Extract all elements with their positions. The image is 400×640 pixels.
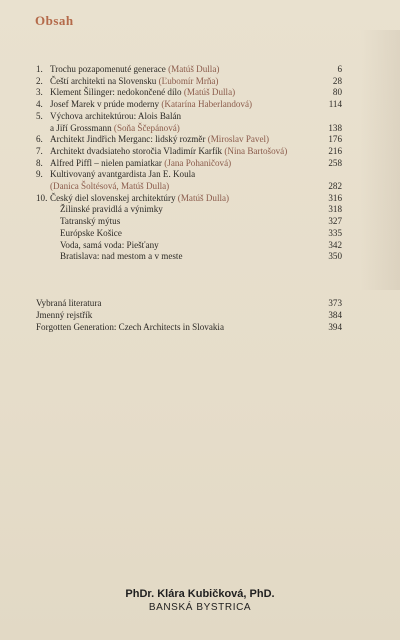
toc-entry[interactable]: [36, 123, 342, 135]
entry-title-text: Výchova architektúrou: Alois Balán: [50, 110, 182, 121]
entry-title: [50, 87, 312, 99]
back-matter-list: [36, 298, 342, 334]
entry-page: 216: [328, 145, 342, 156]
backmatter-entry[interactable]: [36, 310, 342, 322]
entry-author: (Ľubomír Mrňa): [158, 75, 219, 86]
entry-title-text: Alfred Piffl – nielen pamiatkar: [50, 157, 162, 168]
entry-page: 138: [328, 122, 342, 133]
backmatter-title: Vybraná literatura: [36, 298, 102, 308]
stamp-city: BANSKÁ BYSTRICA: [148, 602, 252, 613]
entry-title: [50, 111, 312, 123]
entry-page: 258: [328, 157, 342, 168]
backmatter-entry[interactable]: [36, 322, 342, 334]
toc-entry[interactable]: [36, 146, 342, 158]
subentry-page: 327: [328, 216, 342, 227]
toc-entry[interactable]: [36, 158, 342, 170]
entry-author: (Matúš Dulla): [177, 192, 230, 203]
toc-entry[interactable]: [36, 169, 342, 181]
toc-entry[interactable]: [36, 99, 342, 111]
backmatter-entry[interactable]: [36, 298, 342, 310]
subentry-title: Bratislava: nad mestom a v meste: [60, 251, 183, 262]
entry-page: 316: [328, 192, 342, 203]
entry-title-text: Český diel slovenskej architektúry: [50, 192, 176, 203]
entry-title-text: Trochu pozapomenuté generace: [50, 64, 166, 74]
entry-page: 176: [328, 134, 342, 145]
entry-number: 8.: [36, 157, 43, 168]
entry-title: [50, 181, 312, 193]
toc-entry[interactable]: [36, 64, 342, 76]
entry-author: (Danica Šoltésová, Matúš Dulla): [50, 181, 170, 192]
page-shadow: [360, 30, 400, 290]
subentry-page: 318: [328, 204, 342, 215]
entry-author: (Soňa Ščepánová): [113, 122, 180, 133]
subentry-title: Tatranský mýtus: [60, 216, 121, 227]
entry-title-text: Architekt dvadsiateho storočia Vladimír Karfík: [50, 145, 223, 156]
entry-page: 28: [332, 75, 342, 86]
toc-subentry[interactable]: [36, 228, 342, 240]
contents-heading: Obsah: [35, 13, 74, 28]
subentry-title: Európske Košice: [60, 227, 122, 238]
toc-entry[interactable]: [36, 87, 342, 99]
entry-title: [50, 134, 312, 146]
entry-number: 7.: [36, 145, 43, 156]
entry-author: (Matúš Dulla): [183, 87, 236, 98]
entry-page: 114: [328, 99, 342, 110]
entry-number: 9.: [36, 169, 43, 180]
subentry-page: 342: [328, 239, 342, 250]
entry-title-text: Josef Marek v prúde moderny: [50, 99, 160, 110]
entry-page: 80: [332, 87, 342, 98]
entry-author: (Miroslav Pavel): [207, 134, 270, 145]
entry-title-text: Kultivovaný avantgardista Jan E. Koula: [50, 169, 196, 180]
toc-subentry[interactable]: [36, 204, 342, 216]
entry-number: 10.: [36, 192, 48, 203]
stamp-name: PhDr. Klára Kubičková, PhD.: [125, 588, 275, 600]
entry-number: 6.: [36, 134, 43, 145]
toc-entry[interactable]: [36, 193, 342, 205]
backmatter-page: 394: [328, 321, 342, 332]
stamp: [0, 588, 400, 613]
toc-subentry[interactable]: [36, 240, 342, 252]
entry-title-text: Architekt Jindřich Merganc: lidský rozměr: [50, 134, 206, 145]
entry-title: [50, 76, 312, 88]
subentry-title: Voda, samá voda: Piešťany: [60, 239, 159, 250]
toc-entry[interactable]: [36, 181, 342, 193]
entry-title-text: a Jiří Grossmann: [50, 122, 112, 133]
entry-title: [50, 123, 312, 135]
entry-number: 2.: [36, 75, 43, 86]
backmatter-page: 384: [328, 309, 342, 320]
entry-title: [50, 64, 312, 76]
entry-title: [50, 146, 312, 158]
entry-title: [50, 169, 312, 181]
entry-title-text: Klement Šilinger: nedokončené dílo: [50, 87, 182, 98]
subentry-title: Žilinské pravidlá a výnimky: [60, 204, 163, 215]
entry-number: 5.: [36, 110, 43, 121]
toc-entry[interactable]: [36, 134, 342, 146]
toc-subentry[interactable]: [36, 216, 342, 228]
toc-entry[interactable]: [36, 76, 342, 88]
entry-title: [50, 99, 312, 111]
backmatter-title: Jmenný rejstřík: [36, 309, 93, 320]
entry-author: (Nina Bartošová): [224, 145, 288, 156]
subentry-page: 335: [328, 227, 342, 238]
entry-number: 3.: [36, 87, 43, 98]
entry-author: (Matúš Dulla): [168, 64, 220, 74]
entry-author: (Jana Pohaničová): [164, 157, 232, 168]
toc-entry[interactable]: [36, 111, 342, 123]
backmatter-page: 373: [328, 298, 342, 308]
backmatter-title: Forgotten Generation: Czech Architects in Slovakia: [36, 321, 224, 332]
entry-page: 6: [337, 64, 342, 74]
entry-number: 1.: [36, 64, 43, 74]
toc-subentry[interactable]: [36, 251, 342, 263]
entry-title-text: Čeští architekti na Slovensku: [50, 75, 157, 86]
entry-author: (Katarína Haberlandová): [161, 99, 253, 110]
entry-number: 4.: [36, 99, 43, 110]
entry-title: [50, 158, 312, 170]
entry-title: [50, 193, 312, 205]
subentry-page: 350: [328, 251, 342, 262]
entry-page: 282: [328, 181, 342, 192]
table-of-contents: [36, 64, 342, 263]
